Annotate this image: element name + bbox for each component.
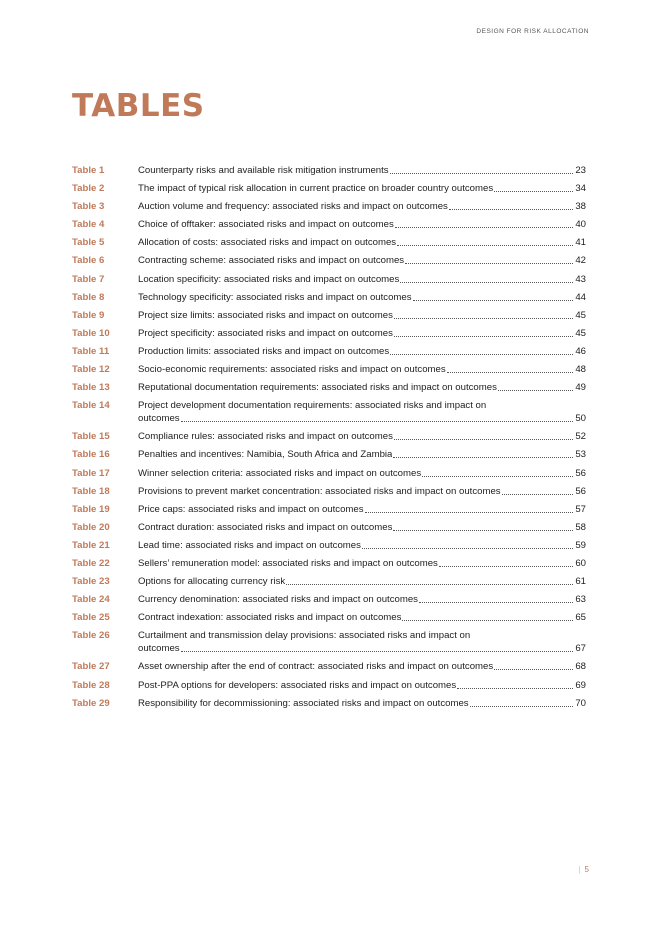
dot-leader [413, 300, 574, 301]
footer-separator: | [578, 865, 581, 874]
dot-leader [181, 421, 574, 422]
toc-entry-text [138, 164, 586, 177]
toc-entry-text [138, 448, 586, 461]
toc-entry-title: Curtailment and transmission delay provisions: associated risks and impact on [138, 630, 471, 642]
toc-entry-title: The impact of typical risk allocation in current practice on broader country outcomes [138, 183, 494, 195]
toc-entry-text [138, 430, 586, 443]
dot-leader [494, 191, 573, 192]
toc-entry-label: Table 27 [72, 661, 110, 673]
toc-entry-title: Post-PPA options for developers: associated risks and impact on outcomes [138, 679, 457, 691]
toc-entry[interactable] [72, 485, 586, 498]
dot-leader [362, 548, 573, 549]
toc-entry-page: 61 [575, 576, 586, 588]
toc-entry-page: 44 [575, 291, 586, 303]
toc-entry[interactable] [72, 236, 586, 249]
toc-entry[interactable] [72, 539, 586, 552]
toc-entry[interactable] [72, 629, 586, 655]
toc-entry-text [138, 254, 586, 267]
toc-entry-title: Price caps: associated risks and impact on outcomes [138, 503, 364, 515]
toc-entry[interactable] [72, 503, 586, 516]
toc-entry-label: Table 2 [72, 183, 105, 195]
toc-entry-page: 41 [575, 237, 586, 249]
toc-entry[interactable] [72, 521, 586, 534]
toc-entry[interactable] [72, 467, 586, 480]
dot-leader [390, 354, 573, 355]
toc-entry-label: Table 13 [72, 382, 110, 394]
dot-leader [498, 390, 573, 391]
toc-entry-title: Responsibility for decommissioning: associated risks and impact on outcomes [138, 697, 469, 709]
toc-entry-label: Table 20 [72, 521, 110, 533]
toc-entry-text [138, 629, 586, 655]
toc-entry[interactable] [72, 611, 586, 624]
page-title: TABLES [72, 88, 205, 124]
toc-entry-page: 63 [575, 594, 586, 606]
toc-entry-text [138, 345, 586, 358]
dot-leader [393, 530, 573, 531]
toc-entry-label: Table 6 [72, 255, 105, 267]
dot-leader [447, 372, 574, 373]
toc-entry-text [138, 236, 586, 249]
toc-entry[interactable] [72, 273, 586, 286]
dot-leader [397, 245, 573, 246]
toc-entry-text [138, 381, 586, 394]
dot-leader [394, 336, 573, 337]
toc-entry-label: Table 23 [72, 576, 110, 588]
dot-leader [449, 209, 573, 210]
toc-entry[interactable] [72, 557, 586, 570]
toc-entry-text [138, 575, 586, 588]
toc-entry[interactable] [72, 345, 586, 358]
toc-entry-title: Socio-economic requirements: associated risks and impact on outcomes [138, 364, 446, 376]
toc-entry-text [138, 503, 586, 516]
toc-entry-label: Table 10 [72, 327, 110, 339]
toc-entry-title: Asset ownership after the end of contract: associated risks and impact on outcomes [138, 661, 494, 673]
toc-entry-page: 48 [575, 364, 586, 376]
dot-leader [457, 688, 573, 689]
toc-entry[interactable] [72, 254, 586, 267]
toc-entry-text [138, 485, 586, 498]
toc-entry-page: 34 [575, 183, 586, 195]
toc-entry-title-continued: outcomes [138, 413, 180, 425]
toc-entry-text [138, 660, 586, 673]
toc-entry[interactable] [72, 327, 586, 340]
toc-entry-text [138, 697, 586, 710]
toc-entry-text [138, 327, 586, 340]
toc-entry-page: 60 [575, 557, 586, 569]
toc-entry-title: Sellers’ remuneration model: associated risks and impact on outcomes [138, 557, 438, 569]
toc-entry-title: Options for allocating currency risk [138, 576, 286, 588]
toc-entry[interactable] [72, 218, 586, 231]
dot-leader [286, 584, 573, 585]
toc-entry-text [138, 467, 586, 480]
dot-leader [394, 318, 573, 319]
toc-entry-title: Reputational documentation requirements: associated risks and impact on outcomes [138, 382, 497, 394]
toc-entry-title: Contracting scheme: associated risks and impact on outcomes [138, 255, 405, 267]
toc-entry-label: Table 22 [72, 557, 110, 569]
dot-leader [470, 706, 574, 707]
toc-entry-text [138, 363, 586, 376]
toc-entry-label: Table 3 [72, 201, 105, 213]
dot-leader [390, 173, 574, 174]
toc-entry-text [138, 399, 586, 425]
toc-entry[interactable] [72, 660, 586, 673]
toc-entry-label: Table 18 [72, 485, 110, 497]
toc-entry-page: 49 [575, 382, 586, 394]
toc-entry-text [138, 557, 586, 570]
running-header: DESIGN FOR RISK ALLOCATION [476, 28, 589, 35]
toc-entry[interactable] [72, 309, 586, 322]
toc-entry-page: 43 [575, 273, 586, 285]
toc-entry[interactable] [72, 182, 586, 195]
dot-leader [181, 651, 574, 652]
toc-entry-label: Table 14 [72, 400, 110, 412]
toc-entry-label: Table 1 [72, 165, 105, 176]
toc-entry-page: 45 [575, 327, 586, 339]
toc-entry-title: Location specificity: associated risks and impact on outcomes [138, 273, 400, 285]
toc-entry[interactable] [72, 448, 586, 461]
toc-entry[interactable] [72, 593, 586, 606]
dot-leader [405, 263, 573, 264]
toc-entry-page: 56 [575, 485, 586, 497]
toc-entry-text [138, 200, 586, 213]
toc-entry-title: Penalties and incentives: Namibia, South Africa and Zambia [138, 449, 393, 461]
toc-entry-title: Project specificity: associated risks and impact on outcomes [138, 327, 393, 339]
toc-entry-page: 23 [575, 165, 586, 176]
toc-entry[interactable] [72, 697, 586, 710]
toc-entry-title: Auction volume and frequency: associated risks and impact on outcomes [138, 201, 448, 213]
toc-entry-text [138, 309, 586, 322]
toc-entry-page: 70 [575, 697, 586, 709]
toc-entry[interactable] [72, 381, 586, 394]
toc-entry-text [138, 521, 586, 534]
toc-entry-page: 46 [575, 345, 586, 357]
toc-entry-page: 69 [575, 679, 586, 691]
toc-entry-label: Table 19 [72, 503, 110, 515]
dot-leader [365, 512, 574, 513]
dot-leader [402, 620, 573, 621]
toc-entry-title: Project development documentation requirements: associated risks and impact on [138, 400, 487, 412]
toc-entry-label: Table 21 [72, 539, 110, 551]
toc-entry-text [138, 291, 586, 304]
toc-entry-page: 42 [575, 255, 586, 267]
toc-entry-text [138, 273, 586, 286]
dot-leader [393, 457, 573, 458]
toc-entry-page: 67 [575, 643, 586, 655]
dot-leader [494, 669, 573, 670]
toc-entry-label: Table 17 [72, 467, 110, 479]
toc-entry-label: Table 25 [72, 612, 110, 624]
dot-leader [395, 227, 574, 228]
toc-entry-page: 65 [575, 612, 586, 624]
toc-entry[interactable] [72, 164, 586, 177]
toc-entry-label: Table 15 [72, 431, 110, 443]
dot-leader [394, 439, 573, 440]
toc-entry-title-continued: outcomes [138, 643, 180, 655]
toc-entry-page: 38 [575, 201, 586, 213]
toc-entry-text [138, 218, 586, 231]
toc-entry[interactable] [72, 291, 586, 304]
toc-entry-page: 58 [575, 521, 586, 533]
toc-entry-text [138, 539, 586, 552]
toc-entry-label: Table 28 [72, 679, 110, 691]
toc-entry-title: Lead time: associated risks and impact on outcomes [138, 539, 361, 551]
toc-entry-title: Compliance rules: associated risks and impact on outcomes [138, 431, 393, 443]
toc-entry-title: Contract indexation: associated risks and impact on outcomes [138, 612, 402, 624]
toc-entry-label: Table 11 [72, 345, 110, 357]
toc-entry-label: Table 9 [72, 309, 105, 321]
toc-entry-text [138, 593, 586, 606]
toc-entry-text [138, 182, 586, 195]
toc-entry-title: Contract duration: associated risks and impact on outcomes [138, 521, 393, 533]
toc-entry-page: 53 [575, 449, 586, 461]
toc-entry-page: 52 [575, 431, 586, 443]
toc-entry[interactable] [72, 200, 586, 213]
toc-entry-title: Production limits: associated risks and impact on outcomes [138, 345, 390, 357]
toc-entry[interactable] [72, 575, 586, 588]
toc-entry-page: 59 [575, 539, 586, 551]
table-of-contents [72, 164, 586, 715]
toc-entry[interactable] [72, 430, 586, 443]
dot-leader [502, 494, 574, 495]
toc-entry-label: Table 5 [72, 237, 105, 249]
toc-entry-page: 40 [575, 219, 586, 231]
toc-entry-label: Table 29 [72, 697, 110, 709]
dot-leader [400, 282, 573, 283]
toc-entry-title: Technology specificity: associated risks and impact on outcomes [138, 291, 412, 303]
toc-entry-label: Table 12 [72, 364, 110, 376]
toc-entry-page: 56 [575, 467, 586, 479]
toc-entry-title: Allocation of costs: associated risks and impact on outcomes [138, 237, 397, 249]
toc-entry-label: Table 7 [72, 273, 105, 285]
toc-entry-title: Counterparty risks and available risk mitigation instruments [138, 165, 389, 176]
toc-entry-page: 57 [575, 503, 586, 515]
toc-entry-title: Project size limits: associated risks and impact on outcomes [138, 309, 393, 321]
toc-entry-label: Table 24 [72, 594, 110, 606]
toc-entry-label: Table 8 [72, 291, 105, 303]
toc-entry-page: 50 [575, 413, 586, 425]
toc-entry-label: Table 16 [72, 449, 110, 461]
toc-entry[interactable] [72, 679, 586, 692]
toc-entry-title: Choice of offtaker: associated risks and impact on outcomes [138, 219, 394, 231]
toc-entry-title: Provisions to prevent market concentration: associated risks and impact on outcomes [138, 485, 501, 497]
toc-entry-label: Table 26 [72, 630, 110, 642]
toc-entry[interactable] [72, 399, 586, 425]
toc-entry-text [138, 679, 586, 692]
toc-entry-text [138, 611, 586, 624]
toc-entry[interactable] [72, 363, 586, 376]
toc-entry-page: 45 [575, 309, 586, 321]
page-number: 5 [584, 865, 589, 874]
dot-leader [422, 476, 573, 477]
toc-entry-title: Winner selection criteria: associated risks and impact on outcomes [138, 467, 422, 479]
dot-leader [439, 566, 573, 567]
toc-entry-label: Table 4 [72, 219, 105, 231]
page-footer [578, 865, 589, 874]
toc-entry-title: Currency denomination: associated risks and impact on outcomes [138, 594, 418, 606]
dot-leader [419, 602, 573, 603]
toc-entry-page: 68 [575, 661, 586, 673]
